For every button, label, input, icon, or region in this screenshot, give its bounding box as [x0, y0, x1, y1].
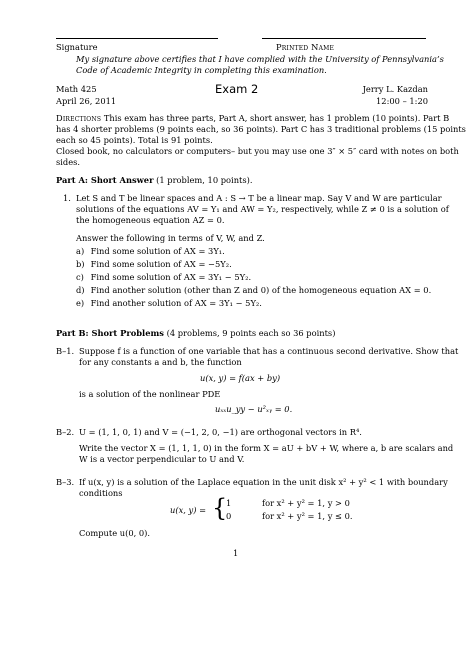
printed-name-line [262, 38, 426, 39]
item-label: b) [76, 259, 85, 269]
problem-1-line-1: Let S and T be linear spaces and A : S → T be a linear map. Say V and W are particular [76, 193, 442, 203]
part-b-heading [56, 328, 335, 339]
problem-b3-label: B–3. [56, 477, 75, 487]
problem-b2-line-1: U = (1, 1, 0, 1) and V = (−1, 2, 0, −1) are orthogonal vectors in R⁴. [79, 427, 362, 437]
problem-1-line-3: the homogeneous equation AZ = 0. [76, 215, 225, 225]
problem-b3-lhs: u(x, y) = [170, 505, 207, 515]
problem-b2-line-2: Write the vector X = (1, 1, 1, 0) in the form X = aU + bV + W, where a, b are scalars and [79, 443, 454, 453]
part-a-note: (1 problem, 10 points). [156, 175, 253, 185]
problem-b2-line-3: W is a vector perpendicular to U and V. [79, 454, 245, 464]
exam-title: Exam 2 [215, 82, 259, 96]
problem-1-line-2: solutions of the equations AV = Y₁ and AW = Y₂, respectively, while Z ≠ 0 is a solution of [76, 204, 449, 214]
problem-b3-line-3: Compute u(0, 0). [79, 528, 151, 538]
item-label: a) [76, 246, 85, 256]
problem-1-item-c [76, 272, 251, 283]
item-label: c) [76, 272, 84, 282]
problem-1-item-e [76, 298, 262, 309]
part-b-note: (4 problems, 9 points each so 36 points) [166, 328, 336, 338]
problem-1-instruction: Answer the following in terms of V, W, and Z. [76, 233, 265, 243]
item-text: Find some solution of AX = −5Y₂. [90, 259, 232, 269]
item-label: e) [76, 298, 85, 308]
directions-line-1 [56, 113, 449, 124]
left-brace-symbol: { [212, 494, 228, 522]
part-b-title: Part B: Short Problems [56, 328, 164, 338]
directions-line-3: each so 45 points). Total is 91 points. [56, 135, 213, 145]
problem-b1-equation-2: uₓₓu_yy − u²ₓᵧ = 0. [215, 404, 293, 414]
signature-line [56, 38, 218, 39]
problem-1-number: 1. [63, 193, 71, 203]
problem-b3-line-1: If u(x, y) is a solution of the Laplace equation in the unit disk x² + y² < 1 with boundary [79, 477, 448, 487]
certification-line-1: My signature above certifies that I have complied with the University of Pennsylvania’s [76, 54, 444, 64]
problem-1-item-b [76, 259, 232, 270]
problem-b1-line-3: is a solution of the nonlinear PDE [79, 389, 221, 399]
directions-line-4: Closed book, no calculators or computers– but you may use one 3″ × 5″ card with notes on both [56, 146, 459, 156]
item-text: Find another solution of AX = 3Y₁ − 5Y₂. [90, 298, 262, 308]
directions-label: Directions [56, 113, 102, 123]
part-a-title: Part A: Short Answer [56, 175, 154, 185]
problem-b2-label: B–2. [56, 427, 75, 437]
exam-time: 12:00 – 1:20 [376, 96, 428, 106]
problem-b1-label: B–1. [56, 346, 75, 356]
directions-line-2: has 4 shorter problems (9 points each, so 36 points). Part C has 3 traditional problems (15 points [56, 124, 466, 134]
page-number: 1 [233, 548, 239, 558]
signature-label: Signature [56, 42, 98, 52]
case-1-value: 1 [226, 498, 232, 508]
course-number: Math 425 [56, 84, 97, 94]
printed-name-label: Printed Name [276, 42, 335, 52]
case-2-value: 0 [226, 511, 232, 521]
exam-date: April 26, 2011 [56, 96, 117, 106]
certification-line-2: Code of Academic Integrity in completing this examination. [76, 65, 327, 75]
problem-b3-line-2: conditions [79, 488, 123, 498]
problem-b1-equation-1: u(x, y) = f(ax + by) [200, 373, 281, 383]
item-text: Find some solution of AX = 3Y₁. [90, 246, 225, 256]
problem-b1-line-1: Suppose f is a function of one variable that has a continuous second derivative. Show that [79, 346, 459, 356]
item-label: d) [76, 285, 85, 295]
problem-b1-line-2: for any constants a and b, the function [79, 357, 242, 367]
item-text: Find some solution of AX = 3Y₁ − 5Y₂. [90, 272, 252, 282]
problem-1-item-d [76, 285, 431, 296]
instructor-name: Jerry L. Kazdan [362, 84, 428, 94]
item-text: Find another solution (other than Z and 0) of the homogeneous equation AX = 0. [90, 285, 432, 295]
problem-1-item-a [76, 246, 225, 257]
directions-line-5: sides. [56, 157, 81, 167]
part-a-heading [56, 175, 253, 186]
case-1-condition: for x² + y² = 1, y > 0 [262, 498, 350, 508]
directions-text-1: This exam has three parts, Part A, short answer, has 1 problem (10 points). Part B [103, 113, 450, 123]
case-2-condition: for x² + y² = 1, y ≤ 0. [262, 511, 353, 521]
